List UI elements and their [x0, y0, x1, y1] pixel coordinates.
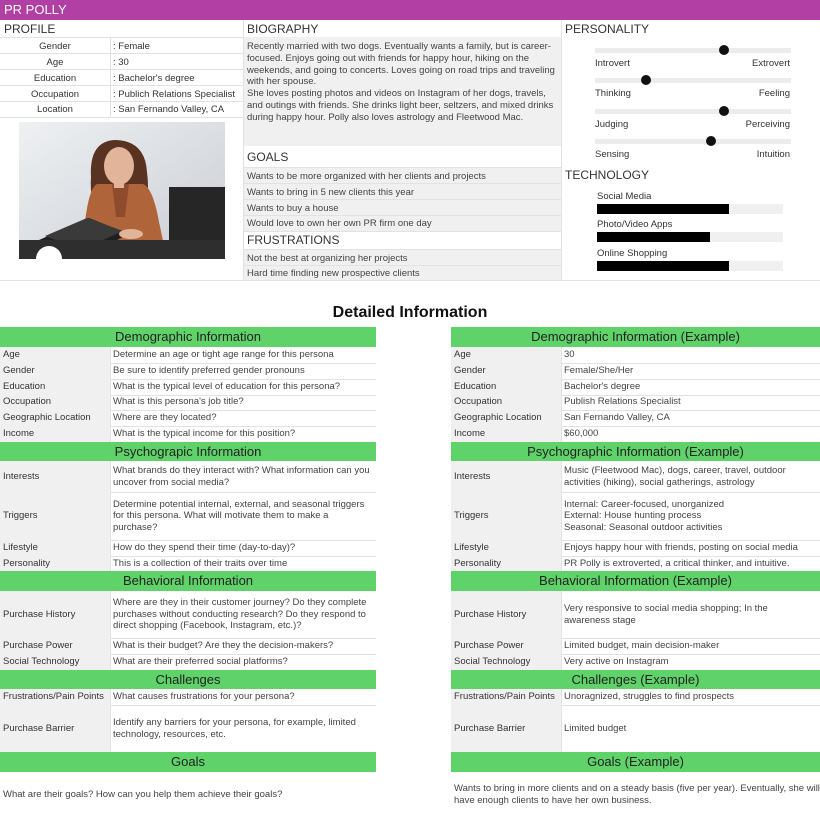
personality-slider-track: [595, 139, 791, 144]
row-example: Music (Fleetwood Mac), dogs, career, travel, outdoor activities (hiking), social gatherings, astrology: [564, 465, 786, 488]
section-header: Goals: [0, 752, 376, 772]
row-label: Income: [3, 428, 35, 439]
row-label: Purchase Power: [454, 640, 524, 652]
section-header-example: Demographic Information (Example): [451, 327, 820, 347]
technology-heading: TECHNOLOGY: [565, 168, 650, 182]
row-example: Publish Relations Specialist: [564, 396, 681, 407]
goal-item: Wants to bring in 5 new clients this year: [247, 187, 415, 198]
profile-value: : Female: [113, 41, 150, 52]
row-example: 30: [564, 349, 575, 360]
row-label: Geographic Location: [454, 412, 542, 423]
col-divider: [110, 689, 111, 705]
col-divider: [561, 461, 562, 492]
personality-slider-handle: [641, 75, 651, 85]
row-prompt: What is their budget? Are they the decision-makers?: [113, 640, 334, 652]
personality-slider-handle: [706, 136, 716, 146]
frustration-item: Hard time finding new prospective clients: [247, 268, 420, 279]
profile-value: : 30: [113, 57, 129, 68]
row-label: Gender: [454, 365, 486, 376]
technology-bar-fill: [597, 261, 729, 271]
section-header-example: Goals (Example): [451, 752, 820, 772]
row-example: Limited budget: [564, 722, 627, 734]
row-prompt: What is the typical level of education for this persona?: [113, 381, 341, 392]
row-label: Interests: [454, 470, 491, 482]
technology-bar-track: [597, 232, 783, 242]
goal-item: Wants to be more organized with her clients and projects: [247, 171, 486, 182]
row-example: Female/She/Her: [564, 365, 634, 376]
row-label: Occupation: [454, 396, 503, 407]
row-prompt: Identify any barriers for your persona, for example, limited technology, resources, etc.: [113, 717, 356, 740]
persona-title-bar: [0, 0, 820, 20]
technology-label: Photo/Video Apps: [597, 219, 673, 230]
row-label: Purchase Barrier: [3, 722, 75, 734]
col-divider: [561, 394, 562, 410]
col-divider: [110, 363, 111, 379]
row-label: Frustrations/Pain Points: [3, 691, 104, 703]
col-divider: [110, 654, 111, 670]
goals-example: Wants to bring in more clients and on a steady basis (five per year). Eventually, she will have enough clients to have her own business.: [454, 783, 820, 806]
row-label: Occupation: [3, 396, 52, 407]
col-divider: [561, 556, 562, 571]
section-header: Challenges: [0, 670, 376, 689]
col-divider: [561, 410, 562, 426]
row-prompt: Where are they located?: [113, 412, 217, 423]
profile-label: Gender: [39, 41, 71, 52]
section-header-example: Behavioral Information (Example): [451, 571, 820, 591]
row-label: Education: [454, 381, 497, 392]
row-label: Personality: [454, 557, 501, 569]
row-label: Purchase Power: [3, 640, 73, 652]
profile-label: Education: [33, 73, 77, 84]
col-divider: [110, 394, 111, 410]
col-divider: [561, 540, 562, 556]
row-label: Personality: [3, 557, 50, 569]
col-divider: [561, 654, 562, 670]
row-prompt: Determine an age or tight age range for this persona: [113, 349, 334, 360]
row-example: $60,000: [564, 428, 599, 439]
row-label: Frustrations/Pain Points: [454, 691, 555, 703]
row-label: Education: [3, 381, 46, 392]
row-example: Limited budget, main decision-maker: [564, 640, 720, 652]
col-divider: [110, 379, 111, 395]
row-example: Bachelor's degree: [564, 381, 641, 392]
goal-item: Wants to buy a house: [247, 203, 339, 214]
persona-illustration: [19, 122, 225, 259]
col-divider: [561, 591, 562, 638]
col-divider: [110, 410, 111, 426]
row-prompt: Determine potential internal, external, and seasonal triggers for this persona. What will motivate them to make a purchase?: [113, 498, 365, 533]
technology-bar-fill: [597, 204, 729, 214]
persona-photo: [19, 122, 225, 259]
goals-heading: GOALS: [247, 150, 289, 164]
personality-heading: PERSONALITY: [565, 22, 650, 36]
technology-bar-track: [597, 204, 783, 214]
personality-slider-handle: [719, 106, 729, 116]
col-divider: [110, 638, 111, 654]
row-prompt: Be sure to identify preferred gender pronouns: [113, 365, 305, 376]
personality-slider-track: [595, 48, 791, 53]
row-prompt: This is a collection of their traits over time: [113, 557, 288, 569]
row-prompt: What is this persona's job title?: [113, 396, 244, 407]
row-example: PR Polly is extroverted, a critical thinker, and intuitive.: [564, 557, 790, 569]
col-divider: [561, 689, 562, 705]
personality-left-label: Thinking: [595, 88, 631, 99]
row-prompt: What brands do they interact with? What information can you uncover from social media?: [113, 465, 370, 488]
section-header: Demographic Information: [0, 327, 376, 347]
row-prompt: Where are they in their customer journey? Do they complete purchases without conducting research? Do they respond to direct shopping (Facebook, Instagram, etc.)?: [113, 597, 367, 632]
col-divider: [561, 638, 562, 654]
personality-right-label: Intuition: [756, 149, 790, 160]
row-label: Lifestyle: [454, 542, 489, 554]
personality-right-label: Extrovert: [751, 58, 790, 69]
profile-label: Age: [46, 57, 64, 68]
col-divider: [561, 379, 562, 395]
col-divider: [561, 492, 562, 540]
row-example: Internal: Career-focused, unorganized External: House hunting process Seasonal: Seasonal outdoor activities: [564, 498, 725, 533]
profile-label: Location: [37, 104, 73, 115]
row-label: Purchase History: [3, 608, 76, 620]
row-example: Enjoys happy hour with friends, posting on social media: [564, 542, 798, 554]
row-label: Income: [454, 428, 486, 439]
row-example: San Fernando Valley, CA: [564, 412, 670, 423]
col-divider: [110, 591, 111, 638]
col-divider: [110, 347, 111, 363]
row-prompt: What causes frustrations for your persona?: [113, 691, 295, 703]
goal-item: Would love to own her own PR firm one day: [247, 218, 432, 229]
profile-value: : Bachelor's degree: [113, 73, 195, 84]
persona-title: PR POLLY: [4, 2, 67, 17]
personality-right-label: Feeling: [758, 88, 790, 99]
profile-value: : Publich Relations Specialist: [113, 89, 235, 100]
col-divider: [110, 540, 111, 556]
row-label: Geographic Location: [3, 412, 91, 423]
row-label: Age: [454, 349, 471, 360]
personality-left-label: Introvert: [595, 58, 630, 69]
row-prompt: How do they spend their time (day-to-day)?: [113, 542, 296, 554]
col-divider: [110, 461, 111, 492]
col-divider: [110, 705, 111, 752]
technology-label: Online Shopping: [597, 248, 668, 259]
profile-heading: PROFILE: [4, 22, 56, 36]
row-label: Triggers: [454, 510, 489, 522]
row-label: Social Technology: [3, 656, 80, 668]
row-label: Age: [3, 349, 20, 360]
col-divider: [561, 426, 562, 442]
personality-left-label: Judging: [595, 119, 629, 130]
biography-text: Recently married with two dogs. Eventually wants a family, but is career-focused. Enjoys going out with friends for happy hour, hiking on the weekends, and going to concerts. Loves going on road trips and traveling with her spouse. She loves posting photos and videos on Instagram of her dogs, travels, and outings with friends. She drinks light beer, seltzers, and mixed drinks during happy hour. Polly also loves astrology and Fleetwood Mac.: [247, 41, 555, 123]
row-label: Interests: [3, 470, 40, 482]
row-prompt: What are their preferred social platforms?: [113, 656, 288, 668]
row-label: Social Technology: [454, 656, 531, 668]
decorative-circle-icon: [36, 246, 62, 272]
row-label: Purchase History: [454, 608, 527, 620]
col-divider: [561, 347, 562, 363]
frustration-item: Not the best at organizing her projects: [247, 253, 408, 264]
personality-slider-track: [595, 109, 791, 114]
col-divider: [110, 556, 111, 571]
col-divider: [561, 705, 562, 752]
row-example: Very active on Instagram: [564, 656, 669, 668]
frustrations-heading: FRUSTRATIONS: [247, 233, 340, 247]
technology-bar-track: [597, 261, 783, 271]
profile-label: Occupation: [30, 89, 80, 100]
row-label: Purchase Barrier: [454, 722, 526, 734]
row-prompt: What is the typical income for this position?: [113, 428, 296, 439]
row-example: Very responsive to social media shopping; In the awareness stage: [564, 603, 768, 626]
row-example: Unoragnized, struggles to find prospects: [564, 691, 735, 703]
col-divider: [110, 426, 111, 442]
row-label: Triggers: [3, 510, 38, 522]
technology-bar-fill: [597, 232, 710, 242]
personality-slider-track: [595, 78, 791, 83]
personality-slider-handle: [719, 45, 729, 55]
goals-prompt: What are their goals? How can you help them achieve their goals?: [3, 788, 283, 800]
biography-heading: BIOGRAPHY: [247, 22, 319, 36]
personality-right-label: Perceiving: [745, 119, 790, 130]
section-header: Behavioral Information: [0, 571, 376, 591]
row-label: Lifestyle: [3, 542, 38, 554]
col-divider: [110, 492, 111, 540]
row-label: Gender: [3, 365, 35, 376]
technology-label: Social Media: [597, 191, 652, 202]
profile-value: : San Fernando Valley, CA: [113, 104, 225, 115]
col-divider: [561, 363, 562, 379]
section-header-example: Psychographic Information (Example): [451, 442, 820, 461]
section-header: Psychograpic Information: [0, 442, 376, 461]
detailed-heading: Detailed Information: [332, 304, 488, 321]
section-header-example: Challenges (Example): [451, 670, 820, 689]
personality-left-label: Sensing: [595, 149, 630, 160]
